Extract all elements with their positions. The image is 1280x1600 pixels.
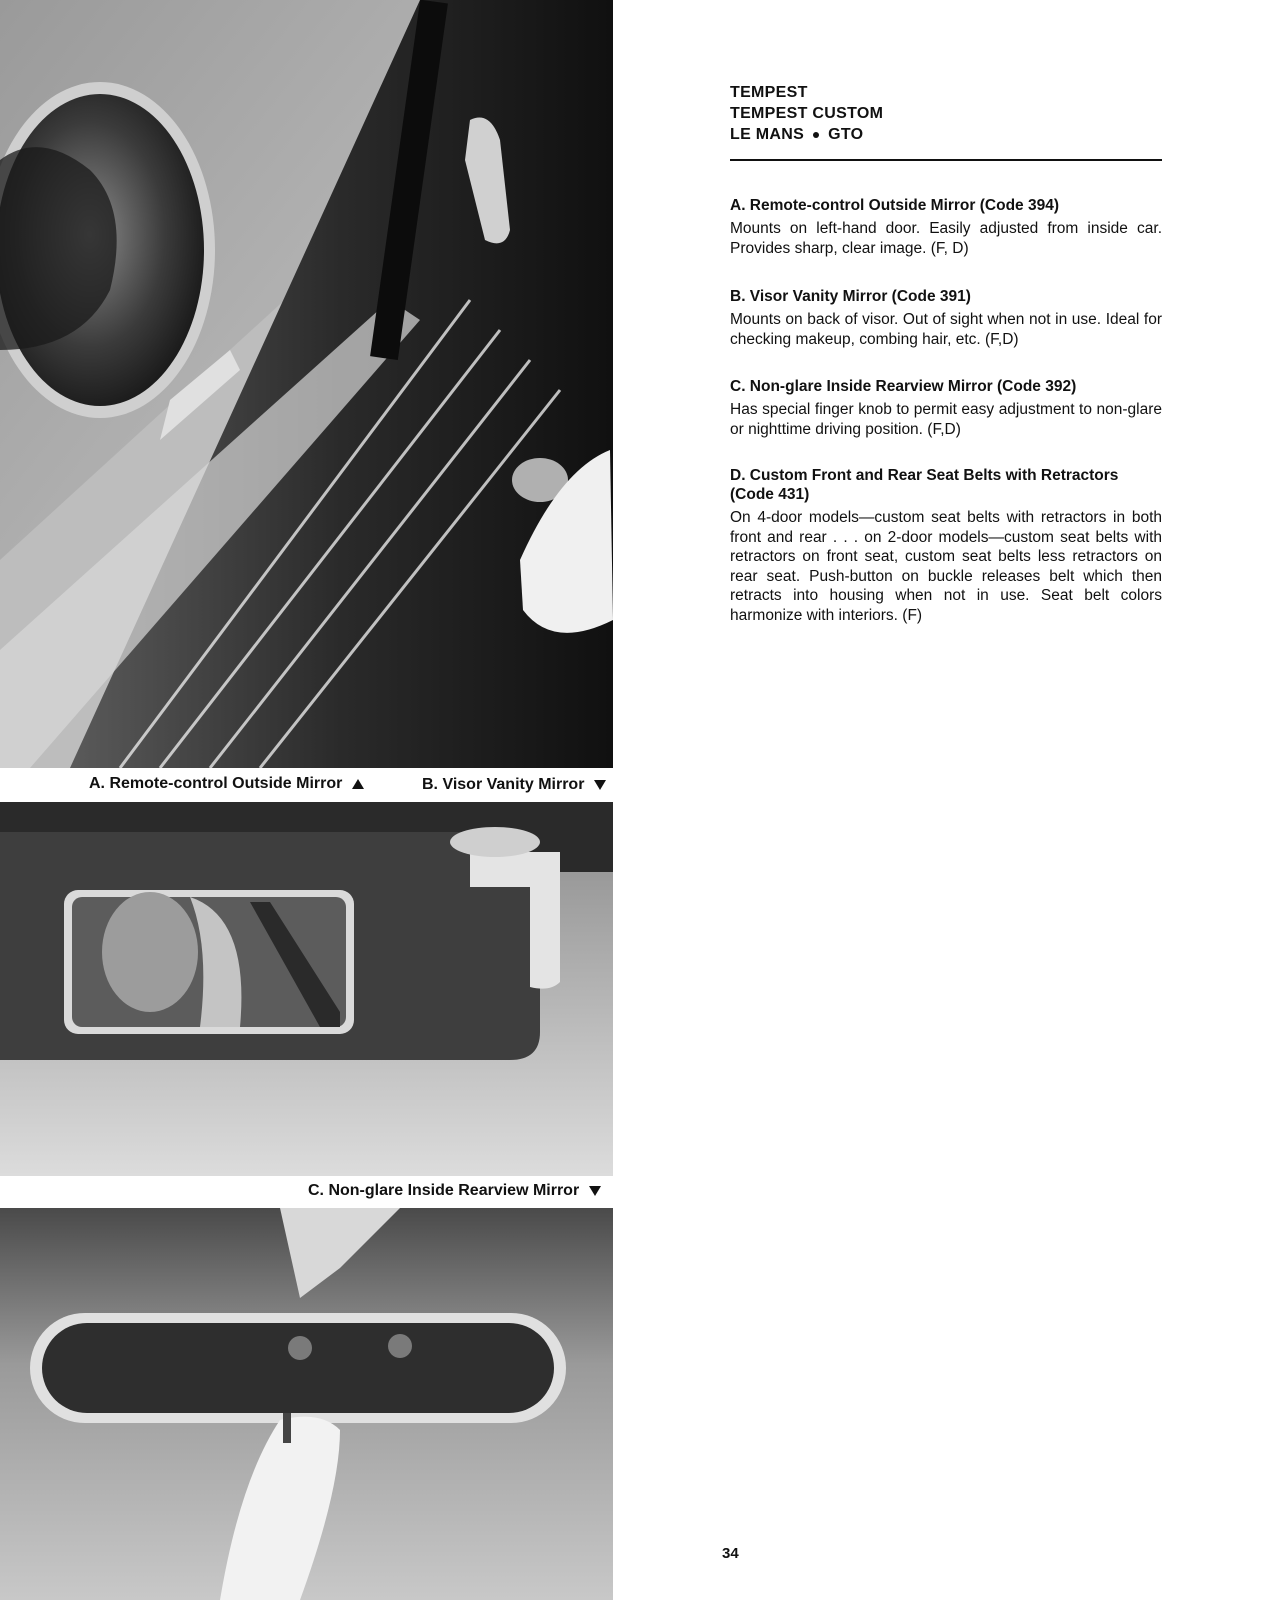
model-line: TEMPEST: [730, 84, 808, 101]
option-description: Has special finger knob to permit easy adjustment to non-glare or nighttime driving position. (F,D): [730, 401, 1162, 438]
option-description: Mounts on left-hand door. Easily adjusted from inside car. Provides sharp, clear image. (F, D): [730, 220, 1162, 257]
triangle-up-icon: [352, 779, 364, 789]
model-list: [730, 82, 883, 145]
option-title: B. Visor Vanity Mirror (Code 391): [730, 288, 971, 305]
option-title: A. Remote-control Outside Mirror (Code 394): [730, 197, 1059, 214]
caption-visor-mirror: B. Visor Vanity Mirror: [422, 775, 606, 795]
photo-rearview-mirror: [0, 1208, 613, 1600]
option-item-visor-mirror: [730, 287, 1162, 349]
option-item-outside-mirror: [730, 196, 1162, 258]
option-description: On 4-door models—custom seat belts with retractors in both front and rear . . . on 2-door models—custom seat belts with retractors on front seat, custom seat belts less retractors on rear seat. Push-button on buckle releases belt which then retracts into housing when not in use. Seat belt colors harmonize with interiors. (F): [730, 509, 1162, 624]
option-title: D. Custom Front and Rear Seat Belts with Retractors (Code 431): [730, 467, 1119, 503]
photo-visor-vanity-mirror: [0, 802, 613, 1176]
option-item-rearview-mirror: [730, 377, 1162, 439]
caption-outside-mirror: A. Remote-control Outside Mirror: [89, 774, 364, 794]
option-description: Mounts on back of visor. Out of sight when not in use. Ideal for checking makeup, combing hair, etc. (F,D): [730, 311, 1162, 348]
photo-outside-mirror: [0, 0, 613, 768]
page-number: 34: [722, 1545, 739, 1562]
bullet-icon: [813, 132, 819, 138]
divider: [730, 159, 1162, 161]
caption-rearview-mirror: C. Non-glare Inside Rearview Mirror: [308, 1181, 601, 1201]
triangle-down-icon: [589, 1186, 601, 1196]
option-title: C. Non-glare Inside Rearview Mirror (Code 392): [730, 378, 1077, 395]
model-line: TEMPEST CUSTOM: [730, 105, 884, 122]
triangle-down-icon: [594, 780, 606, 790]
model-line: LE MANS GTO: [730, 126, 864, 143]
option-item-seat-belts: [730, 466, 1162, 625]
